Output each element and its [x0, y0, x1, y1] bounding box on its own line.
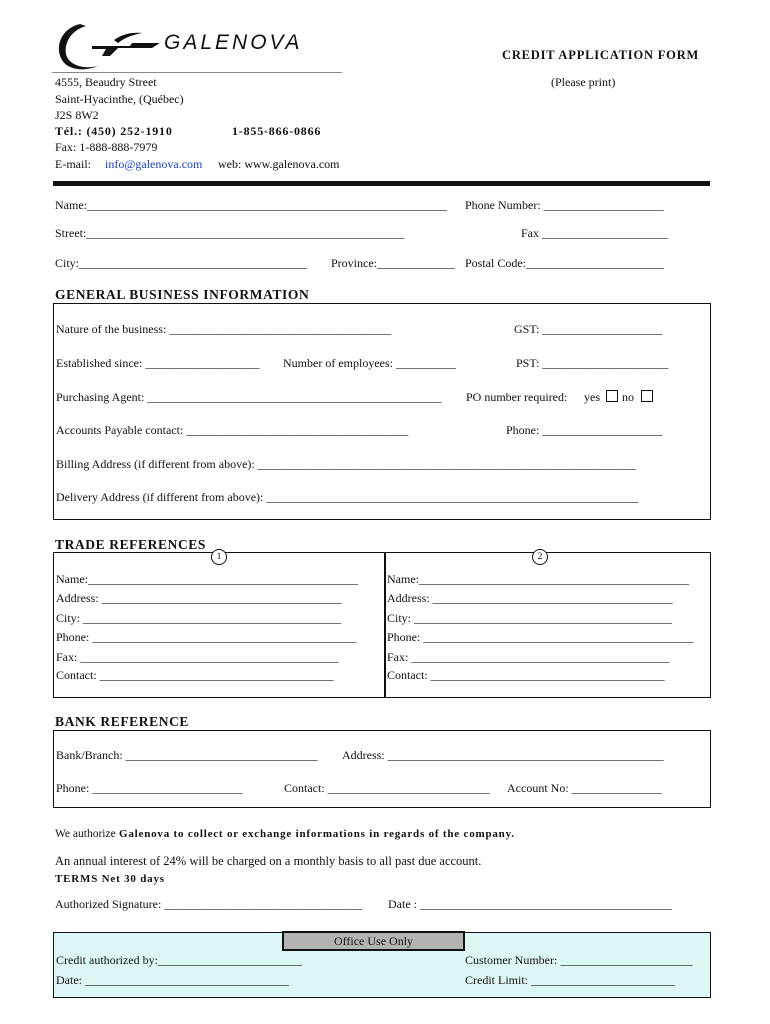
ref1-phone-field[interactable]: Phone: ____________________________________________ [56, 630, 357, 644]
header-separator [53, 181, 710, 186]
company-tollfree: 1-855-866-0866 [232, 124, 322, 138]
ref1-name-field[interactable]: Name:_____________________________________________ [56, 572, 358, 586]
reference-2-marker: 2 [532, 549, 548, 565]
ref1-fax-field[interactable]: Fax: ___________________________________________ [56, 650, 339, 664]
ref1-address-field[interactable]: Address: ________________________________________ [56, 591, 342, 605]
company-tel: Tél.: (450) 252-1910 [55, 124, 173, 138]
company-email-link[interactable]: info@galenova.com [105, 157, 203, 171]
delivery-address-field[interactable]: Delivery Address (if different from above): ______________________________________________________________ [56, 490, 639, 504]
company-postal: J2S 8W2 [55, 108, 99, 122]
ap-phone-field[interactable]: Phone: ____________________ [506, 423, 663, 437]
po-no-label: no [622, 390, 634, 404]
phone-number-field[interactable]: Phone Number: ____________________ [465, 198, 664, 212]
general-business-heading: GENERAL BUSINESS INFORMATION [55, 287, 310, 302]
nature-of-business-field[interactable]: Nature of the business: _____________________________________ [56, 322, 392, 336]
po-required-label: PO number required: [466, 390, 568, 404]
po-yes-checkbox[interactable] [606, 390, 618, 402]
bank-contact-field[interactable]: Contact: ___________________________ [284, 781, 490, 795]
authorized-signature-field[interactable]: Authorized Signature: _________________________________ [55, 897, 363, 911]
fax-field[interactable]: Fax _____________________ [521, 226, 668, 240]
po-no-checkbox[interactable] [641, 390, 653, 402]
billing-address-field[interactable]: Billing Address (if different from above): _______________________________________________________________ [56, 457, 636, 471]
authorize-prefix: We authorize [55, 828, 116, 840]
ref2-city-field[interactable]: City: ___________________________________________ [387, 611, 673, 625]
interest-notice: An annual interest of 24% will be charged on a monthly basis to all past due account. [55, 854, 482, 868]
gst-field[interactable]: GST: ____________________ [514, 322, 663, 336]
bank-phone-field[interactable]: Phone: _________________________ [56, 781, 243, 795]
ap-contact-field[interactable]: Accounts Payable contact: _____________________________________ [56, 423, 409, 437]
employees-field[interactable]: Number of employees: __________ [283, 356, 456, 370]
company-address-line1: 4555, Beaudry Street [55, 75, 157, 89]
form-title: CREDIT APPLICATION FORM [502, 48, 700, 62]
ref2-fax-field[interactable]: Fax: ___________________________________________ [387, 650, 670, 664]
reference-1-marker: 1 [211, 549, 227, 565]
company-web: web: www.galenova.com [218, 157, 340, 171]
ref1-city-field[interactable]: City: ___________________________________________ [56, 611, 342, 625]
authorize-statement: Galenova to collect or exchange informations in regards of the company. [119, 828, 515, 840]
name-field[interactable]: Name:____________________________________________________________ [55, 198, 447, 212]
logo-underline [52, 72, 342, 73]
company-name: GALENOVA [164, 31, 303, 54]
bank-reference-box [53, 730, 711, 808]
ref2-address-field[interactable]: Address: ________________________________________ [387, 591, 673, 605]
street-field[interactable]: Street:_____________________________________________________ [55, 226, 405, 240]
terms-notice: TERMS Net 30 days [55, 873, 165, 885]
ref2-name-field[interactable]: Name:_____________________________________________ [387, 572, 689, 586]
credit-limit-field[interactable]: Credit Limit: ________________________ [465, 973, 675, 987]
galenova-swoosh-icon [52, 16, 162, 76]
purchasing-agent-field[interactable]: Purchasing Agent: _________________________________________________ [56, 390, 442, 404]
pst-field[interactable]: PST: _____________________ [516, 356, 669, 370]
ref2-contact-field[interactable]: Contact: _______________________________________ [387, 668, 665, 682]
trade-references-heading: TRADE REFERENCES [55, 537, 207, 552]
signature-date-field[interactable]: Date : __________________________________________ [388, 897, 672, 911]
ref2-phone-field[interactable]: Phone: _____________________________________________ [387, 630, 694, 644]
city-field[interactable]: City:______________________________________ [55, 256, 308, 270]
ref1-contact-field[interactable]: Contact: _______________________________________ [56, 668, 334, 682]
customer-number-field[interactable]: Customer Number: ______________________ [465, 953, 693, 967]
bank-reference-heading: BANK REFERENCE [55, 714, 190, 729]
credit-authorized-by-field[interactable]: Credit authorized by:________________________ [56, 953, 302, 967]
province-field[interactable]: Province:_____________ [331, 256, 455, 270]
bank-account-field[interactable]: Account No: _______________ [507, 781, 662, 795]
company-address-line2: Saint-Hyacinthe, (Québec) [55, 92, 184, 106]
office-date-field[interactable]: Date: __________________________________ [56, 973, 289, 987]
established-since-field[interactable]: Established since: ___________________ [56, 356, 260, 370]
company-logo [52, 16, 352, 76]
company-fax: Fax: 1-888-888-7979 [55, 140, 158, 154]
po-yes-label: yes [584, 390, 600, 404]
bank-branch-field[interactable]: Bank/Branch: ________________________________ [56, 748, 318, 762]
postal-code-field[interactable]: Postal Code:_______________________ [465, 256, 665, 270]
trade-references-divider [384, 553, 386, 697]
print-note: (Please print) [551, 75, 616, 89]
bank-address-field[interactable]: Address: ______________________________________________ [342, 748, 664, 762]
company-email-label: E-mail: [55, 157, 91, 171]
office-use-title: Office Use Only [282, 931, 465, 951]
